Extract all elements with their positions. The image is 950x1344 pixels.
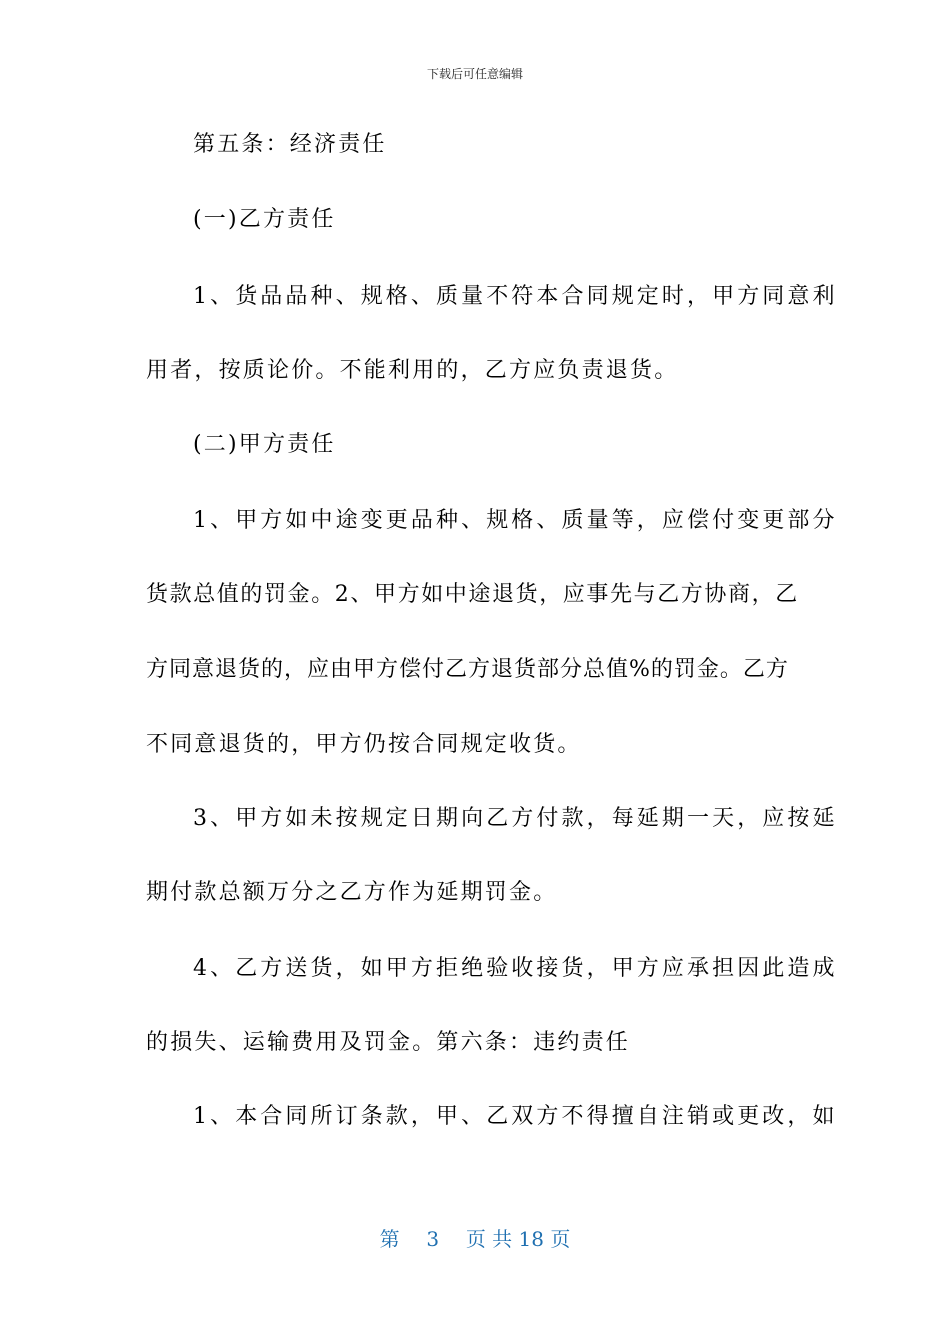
paragraph-line: 方同意退货的，应由甲方偿付乙方退货部分总值%的罚金。乙方 xyxy=(146,657,789,682)
paragraph-line: 用者，按质论价。不能利用的，乙方应负责退货。 xyxy=(146,358,679,383)
header-note: 下载后可任意编辑 xyxy=(426,67,523,81)
total-pages-number: 18 xyxy=(518,1227,544,1251)
section-party-b-heading: (一)乙方责任 xyxy=(193,207,336,232)
paragraph-line: 4、乙方送货，如甲方拒绝验收接货，甲方应承担因此造成 xyxy=(193,956,838,981)
paragraph-line: 1、甲方如中途变更品种、规格、质量等，应偿付变更部分 xyxy=(193,508,838,533)
page-label-suffix: 页 xyxy=(550,1227,571,1251)
current-page-number: 3 xyxy=(426,1227,440,1251)
paragraph-line: 货款总值的罚金。2、甲方如中途退货，应事先与乙方协商，乙 xyxy=(146,582,799,607)
paragraph-line: 3、甲方如未按规定日期向乙方付款，每延期一天，应按延 xyxy=(193,806,838,831)
paragraph-line: 不同意退货的，甲方仍按合同规定收货。 xyxy=(146,732,582,757)
page-footer xyxy=(0,1226,950,1252)
paragraph-line: 的损失、运输费用及罚金。第六条：违约责任 xyxy=(146,1030,631,1055)
paragraph-line: 1、货品品种、规格、质量不符本合同规定时，甲方同意利 xyxy=(193,284,838,309)
page-label-prefix: 第 xyxy=(379,1227,400,1251)
article-5-heading: 第五条：经济责任 xyxy=(193,132,387,157)
page-label-mid: 页 共 xyxy=(465,1227,513,1251)
section-party-a-heading: (二)甲方责任 xyxy=(193,432,336,457)
paragraph-line: 1、本合同所订条款，甲、乙双方不得擅自注销或更改，如 xyxy=(193,1104,838,1129)
paragraph-line: 期付款总额万分之乙方作为延期罚金。 xyxy=(146,880,558,905)
